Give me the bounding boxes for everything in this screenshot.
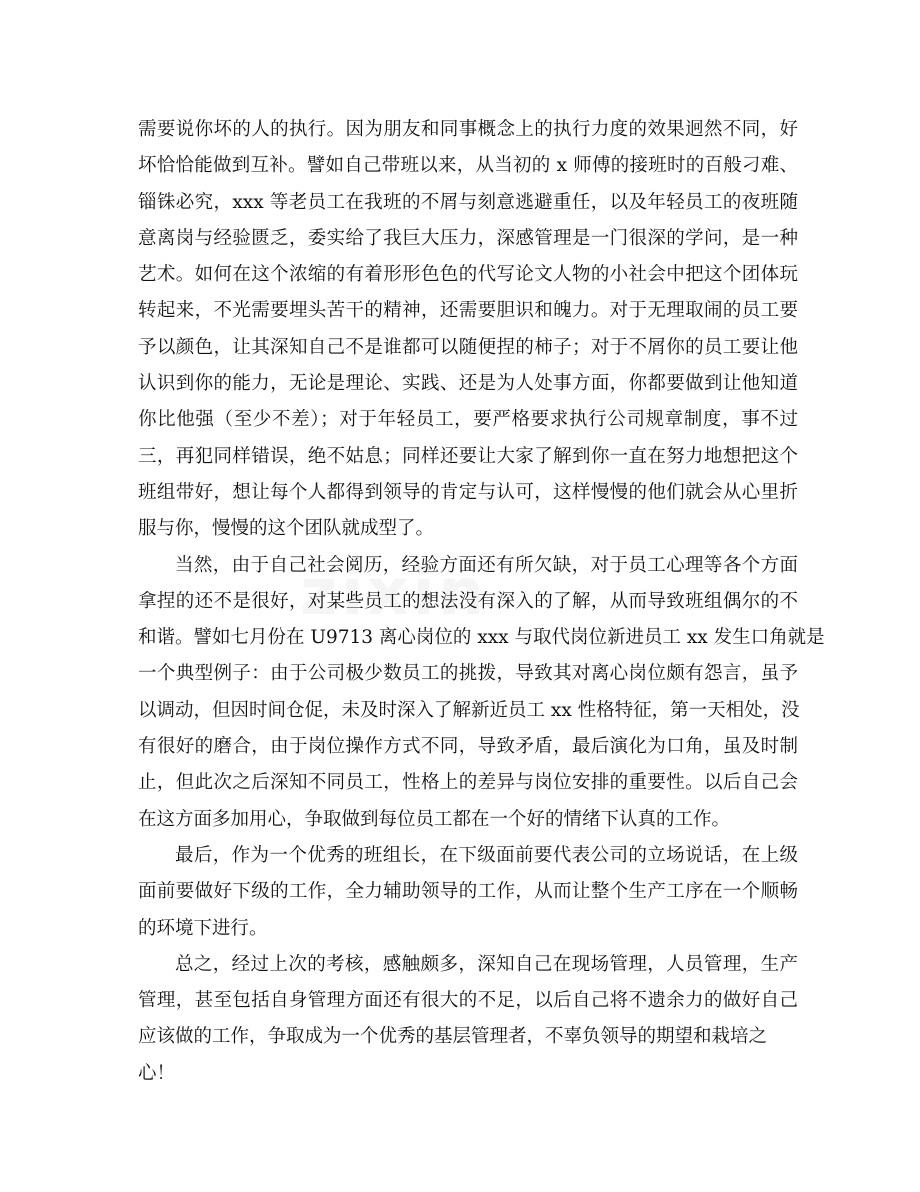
body-text [138, 112, 825, 1092]
text-line: 止，但此次之后深知不同员工，性格上的差异与岗位安排的重要性。以后自己会 [138, 772, 798, 794]
text-line: 一个典型例子：由于公司极少数员工的挑拨，导致其对离心岗位颇有怨言，虽予 [138, 663, 798, 685]
text-line: 管理，甚至包括自身管理方面还有很大的不足，以后自己将不遗余力的做好自己 [138, 990, 798, 1012]
text-line: 三，再犯同样错误，绝不姑息；同样还要让大家了解到你一直在努力地想把这个 [138, 445, 798, 467]
text-line: 认识到你的能力，无论是理论、实践、还是为人处事方面，你都要做到让他知道 [138, 373, 798, 395]
text-line: 拿捏的还不是很好，对某些员工的想法没有深入的了解，从而导致班组偶尔的不 [138, 590, 798, 612]
text-line: 心！ [138, 1062, 176, 1084]
text-line: 转起来，不光需要埋头苦干的精神，还需要胆识和魄力。对于无理取闹的员工要 [138, 300, 798, 322]
text-line: 以调动，但因时间仓促，未及时深入了解新近员工 xx 性格特征，第一天相处，没 [138, 699, 800, 721]
text-line: 班组带好，想让每个人都得到领导的肯定与认可，这样慢慢的他们就会从心里折 [138, 481, 798, 503]
text-line: 需要说你坏的人的执行。因为朋友和同事概念上的执行力度的效果迥然不同，好 [138, 119, 798, 140]
paragraph-start-line: 总之，经过上次的考核，感触颇多，深知自己在现场管理，人员管理，生产 [175, 953, 798, 975]
watermark: zixin [300, 556, 488, 630]
text-line: 服与你，慢慢的这个团队就成型了。 [138, 518, 435, 540]
text-line: 面前要做好下级的工作，全力辅助领导的工作，从而让整个生产工序在一个顺畅 [138, 881, 798, 903]
paragraph-start-line: 最后，作为一个优秀的班组长，在下级面前要代表公司的立场说话，在上级 [175, 844, 798, 866]
text-line: 予以颜色，让其深知自己不是谁都可以随便捏的柿子；对于不屑你的员工要让他 [138, 336, 798, 358]
text-line: 应该做的工作，争取成为一个优秀的基层管理者，不辜负领导的期望和栽培之 [138, 1026, 768, 1048]
text-line: 的环境下进行。 [138, 917, 268, 939]
text-line: 有很好的磨合，由于岗位操作方式不同，导致矛盾，最后演化为口角，虽及时制 [138, 736, 798, 758]
paragraph-start-line: 当然，由于自己社会阅历，经验方面还有所欠缺，对于员工心理等各个方面 [175, 554, 798, 576]
text-line: 锱铢必究，xxx 等老员工在我班的不屑与刻意逃避重任，以及年轻员工的夜班随 [138, 191, 798, 213]
text-line: 艺术。如何在这个浓缩的有着形形色色的代写论文人物的小社会中把这个团体玩 [138, 264, 798, 286]
text-line: 坏恰恰能做到互补。譬如自己带班以来，从当初的 x 师傅的接班时的百般刁难、 [138, 155, 798, 177]
text-line: 在这方面多加用心，争取做到每位员工都在一个好的情绪下认真的工作。 [138, 808, 731, 830]
text-line: 和谐。譬如七月份在 U9713 离心岗位的 xxx 与取代岗位新进员工 xx 发生口角就是 [138, 627, 825, 649]
text-line: 你比他强（至少不差）；对于年轻员工，要严格要求执行公司规章制度，事不过 [138, 409, 798, 431]
text-line: 意离岗与经验匮乏，委实给了我巨大压力，深感管理是一门很深的学问，是一种 [138, 227, 798, 249]
